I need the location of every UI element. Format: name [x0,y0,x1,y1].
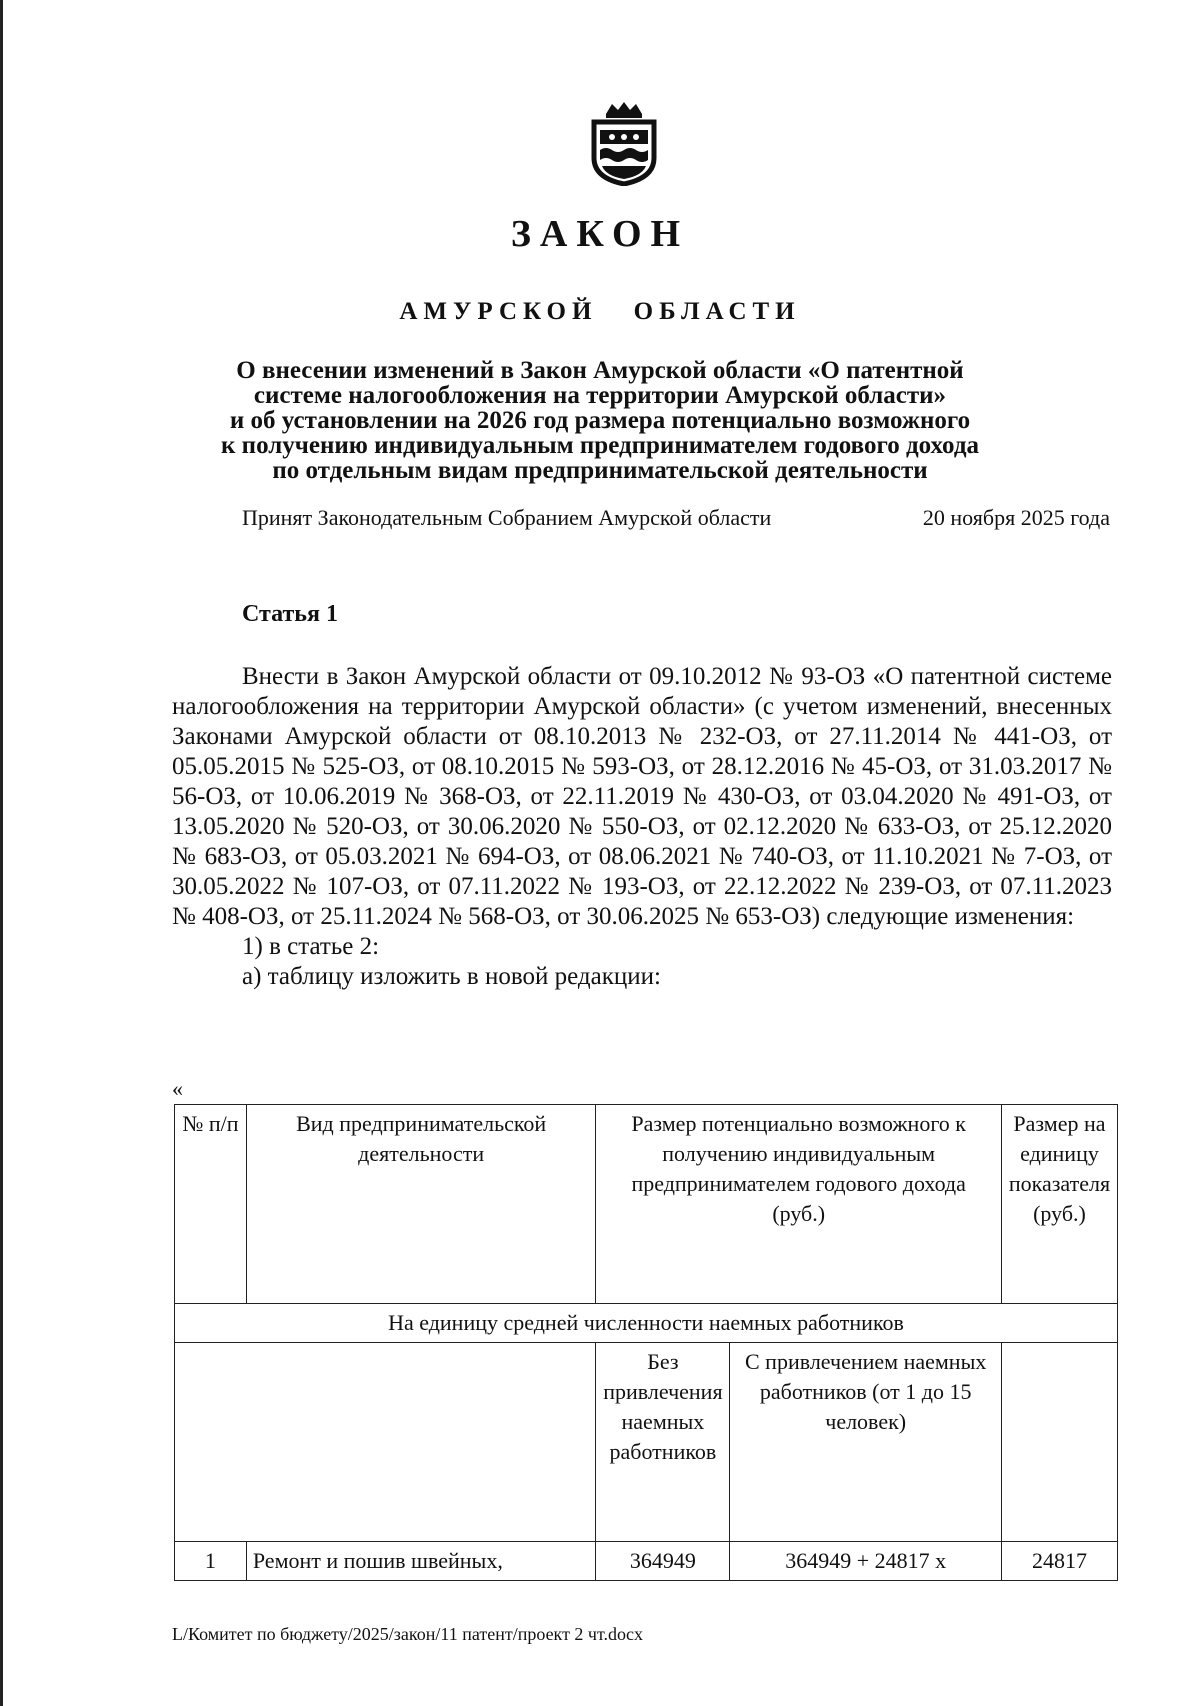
subheader-unit-empty [1001,1343,1117,1542]
article-item-1a: а) таблицу изложить в новой редакции: [242,963,661,990]
table-row [175,1542,1118,1581]
subheader-with: С привлечением наемных работников (от 1 до 15 человек) [730,1343,1002,1542]
header-income: Размер потенциально возможного к получению индивидуальным предпринимателем годового дохода (руб.) [596,1105,1002,1304]
row-activity: Ремонт и пошив швейных, [246,1542,596,1581]
row-without: 364949 [596,1542,730,1581]
patent-income-table [174,1104,1118,1581]
header-unit: Размер на единицу показателя (руб.) [1001,1105,1117,1304]
section-label: На единицу средней численности наемных работников [175,1304,1118,1343]
adoption-date: 20 ноября 2025 года [922,505,1110,530]
row-with: 364949 + 24817 x [730,1542,1002,1581]
adopted-by: Принят Законодательным Собранием Амурской области [242,505,772,530]
row-num: 1 [175,1542,247,1581]
table-subheader-row [175,1343,1118,1542]
law-name [150,358,1050,483]
law-name-line: О внесении изменений в Закон Амурской области «О патентной [236,357,964,384]
adoption-line [242,505,1110,531]
law-name-line: и об установлении на 2026 год размера потенциально возможного [229,407,971,434]
table-header-row [175,1105,1118,1304]
opening-quote: « [172,1076,183,1101]
region-heading [0,298,1200,326]
file-path-footer: L/Комитет по бюджету/2025/закон/11 патент/проект 2 чт.docx [172,1624,643,1644]
region-word-1: АМУРСКОЙ [399,298,598,325]
subheader-without: Без привлечения наемных работников [596,1343,730,1542]
law-name-line: по отдельным видам предпринимательской деятельности [272,457,928,484]
article-item-1: 1) в статье 2: [242,933,380,960]
region-word-2: ОБЛАСТИ [633,298,801,325]
article-body [172,662,1112,992]
row-unit: 24817 [1001,1542,1117,1581]
law-name-line: к получению индивидуальным предпринимателем годового дохода [221,432,979,459]
law-name-line: системе налогообложения на территории Амурской области» [253,382,947,409]
subheader-empty [175,1343,596,1542]
header-num: № п/п [175,1105,247,1304]
header-activity: Вид предпринимательской деятельности [246,1105,596,1304]
article-heading: Статья 1 [242,601,338,627]
coat-of-arms-emblem [586,100,662,186]
table-section-row [175,1304,1118,1343]
document-title: ЗАКОН [510,213,690,255]
article-paragraph: Внести в Закон Амурской области от 09.10.2012 № 93-ОЗ «О патентной системе налогообложения на территории Амурской области» (с учетом изменений, внесенных Законами Амурской области от 08.10.2013 № 232-ОЗ, от 27.11.2014 № 441-ОЗ, от 05.05.2015 № 525-ОЗ, от 08.10.2015 № 593-ОЗ, от 28.12.2016 № 45-ОЗ, от 31.03.2017 № 56-ОЗ, от 10.06.2019 № 368-ОЗ, от 22.11.2019 № 430-ОЗ, от 03.04.2020 № 491-ОЗ, от 13.05.2020 № 520-ОЗ, от 30.06.2020 № 550-ОЗ, от 02.12.2020 № 633-ОЗ, от 25.12.2020 № 683-ОЗ, от 05.03.2021 № 694-ОЗ, от 08.06.2021 № 740-ОЗ, от 11.10.2021 № 7-ОЗ, от 30.05.2022 № 107-ОЗ, от 07.11.2022 № 193-ОЗ, от 22.12.2022 № 239-ОЗ, от 07.11.2023 № 408-ОЗ, от 25.11.2024 № 568-ОЗ, от 30.06.2025 № 653-ОЗ) следующие изменения: [172,663,1112,930]
